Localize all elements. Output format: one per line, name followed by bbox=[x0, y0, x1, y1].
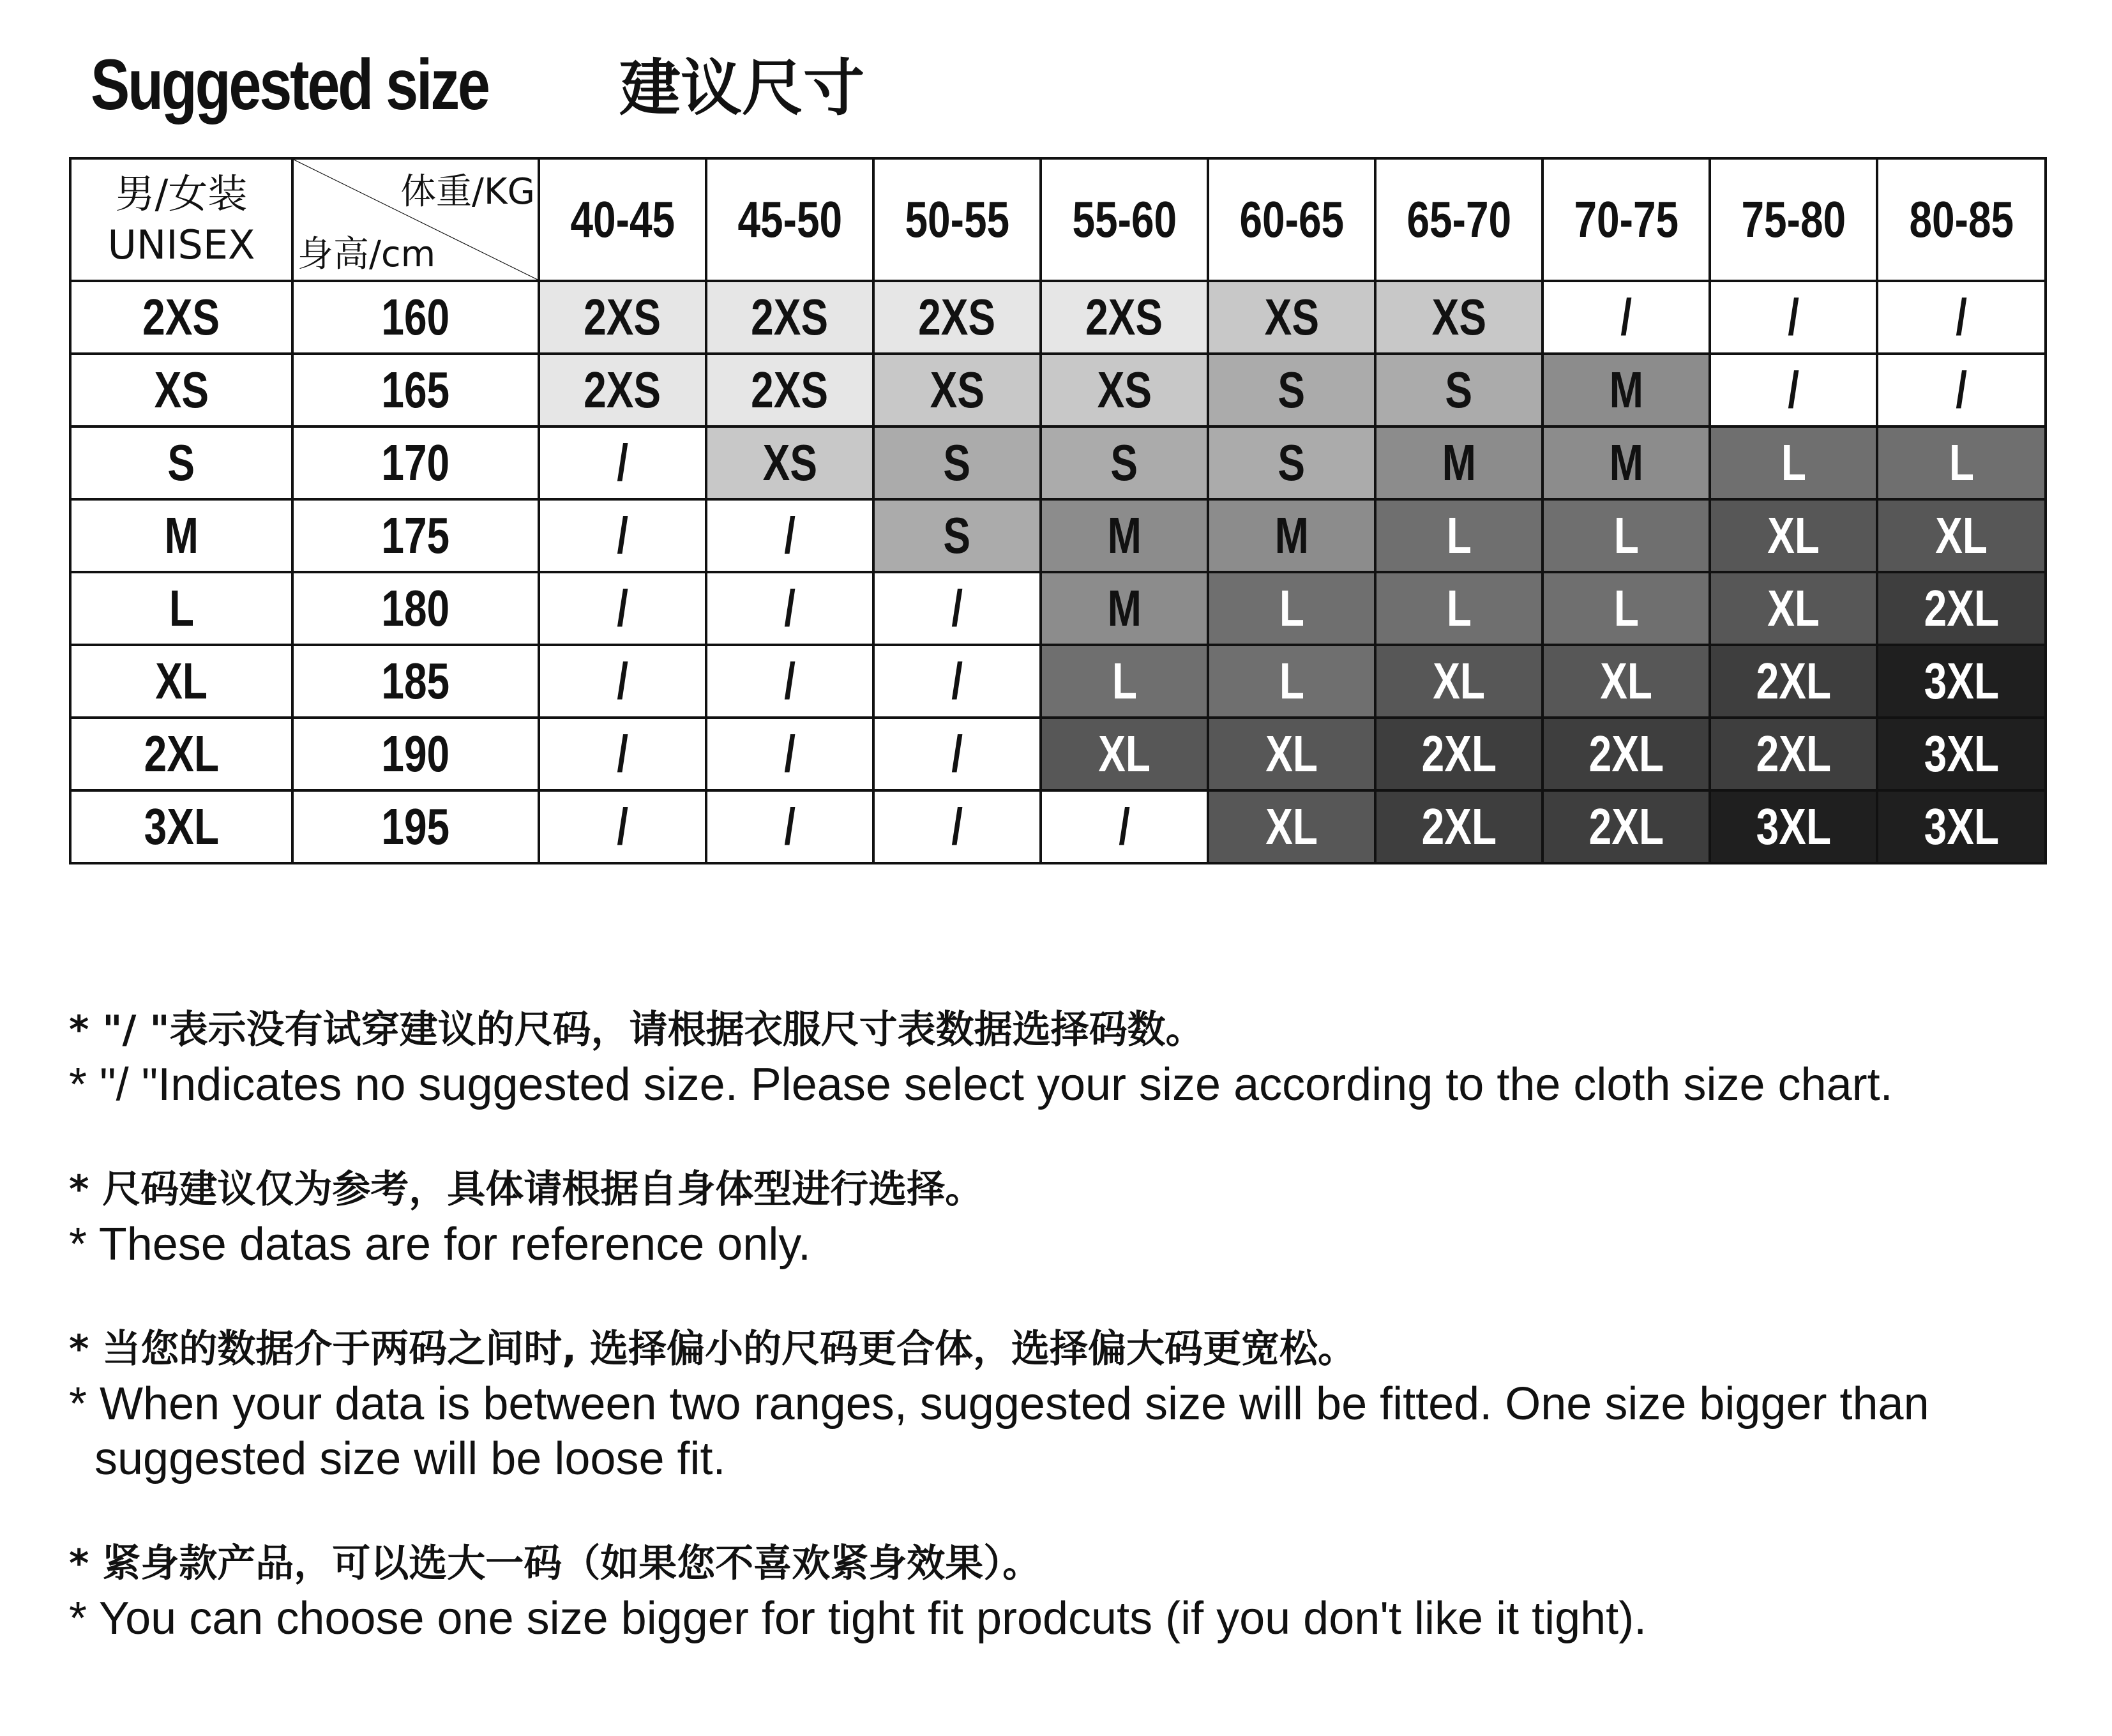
suggested-size-cell bbox=[539, 426, 706, 499]
weight-range-label: 50-55 bbox=[905, 191, 1009, 248]
suggested-size-cell bbox=[1041, 426, 1208, 499]
suggested-size-cell bbox=[1543, 572, 1710, 645]
corner-cell bbox=[70, 158, 292, 281]
suggested-size-value: 2XS bbox=[918, 289, 996, 345]
suggested-size-cell bbox=[1208, 645, 1375, 718]
suggested-size-cell bbox=[1041, 790, 1208, 863]
suggested-size-value: 2XL bbox=[1588, 798, 1664, 855]
suggested-size-cell bbox=[1041, 718, 1208, 790]
suggested-size-cell bbox=[1543, 426, 1710, 499]
row-size-label: 3XL bbox=[144, 798, 219, 855]
weight-range-label: 40-45 bbox=[570, 191, 675, 248]
suggested-size-cell bbox=[1710, 572, 1877, 645]
suggested-size-cell bbox=[1710, 354, 1877, 426]
row-height-cell bbox=[292, 572, 539, 645]
suggested-size-value: S bbox=[1110, 434, 1138, 491]
suggested-size-value: 3XL bbox=[1756, 798, 1831, 855]
suggested-size-cell bbox=[539, 572, 706, 645]
suggested-size-cell bbox=[1208, 572, 1375, 645]
table-row bbox=[70, 499, 2046, 572]
note-tight-fit bbox=[69, 1536, 2061, 1646]
suggested-size-value: L bbox=[1279, 580, 1304, 637]
suggested-size-cell bbox=[706, 790, 873, 863]
note-text-en: * When your data is between two ranges, suggested size will be fitted. One size bigger than bbox=[69, 1378, 1929, 1430]
suggested-size-cell bbox=[539, 499, 706, 572]
suggested-size-value: 2XL bbox=[1421, 798, 1497, 855]
suggested-size-value: 3XL bbox=[1924, 798, 1999, 855]
suggested-size-value: 2XL bbox=[1756, 725, 1831, 782]
corner-label-en: UNISEX bbox=[107, 222, 255, 268]
suggested-size-cell bbox=[1375, 426, 1543, 499]
note-text-zh: * 当您的数据介于两码之间时, 选择偏小的尺码更合体，选择偏大码更宽松。 bbox=[69, 1327, 1356, 1371]
suggested-size-cell bbox=[1877, 426, 2046, 499]
suggested-size-value: XL bbox=[1767, 580, 1820, 637]
suggested-size-value: M bbox=[1107, 580, 1142, 637]
row-height-label: 185 bbox=[381, 653, 450, 709]
suggested-size-value: / bbox=[1956, 361, 1967, 418]
weight-range-label: 80-85 bbox=[1909, 191, 2014, 248]
suggested-size-value: / bbox=[617, 653, 628, 709]
suggested-size-value: S bbox=[1445, 361, 1473, 418]
note-text-en-continued: suggested size will be loose fit. bbox=[94, 1433, 726, 1484]
row-size-label: L bbox=[169, 580, 194, 637]
note-no-suggestion bbox=[69, 1002, 2061, 1112]
suggested-size-value: 2XL bbox=[1924, 580, 1999, 637]
row-size-label: M bbox=[164, 507, 199, 564]
suggested-size-cell bbox=[873, 718, 1041, 790]
suggested-size-cell bbox=[706, 426, 873, 499]
title-chinese: 建议尺寸 bbox=[619, 52, 864, 124]
row-height-cell bbox=[292, 645, 539, 718]
weight-range-label: 45-50 bbox=[737, 191, 842, 248]
suggested-size-value: M bbox=[1609, 361, 1643, 418]
suggested-size-value: L bbox=[1613, 580, 1639, 637]
weight-header-cell bbox=[539, 158, 706, 281]
suggested-size-value: L bbox=[1949, 434, 1974, 491]
suggested-size-cell bbox=[1208, 354, 1375, 426]
row-size-cell bbox=[70, 645, 292, 718]
note-text-zh: * 紧身款产品，可以选大一码（如果您不喜欢紧身效果）。 bbox=[69, 1541, 1041, 1586]
table-row bbox=[70, 790, 2046, 863]
suggested-size-value: / bbox=[784, 507, 796, 564]
suggested-size-value: L bbox=[1446, 580, 1472, 637]
suggested-size-cell bbox=[1877, 718, 2046, 790]
suggested-size-value: XL bbox=[1767, 507, 1820, 564]
suggested-size-cell bbox=[1543, 499, 1710, 572]
row-height-label: 160 bbox=[381, 289, 450, 345]
suggested-size-value: / bbox=[951, 798, 963, 855]
suggested-size-cell bbox=[1375, 354, 1543, 426]
note-reference-only bbox=[69, 1162, 2061, 1272]
suggested-size-cell bbox=[1710, 426, 1877, 499]
suggested-size-value: XL bbox=[1265, 725, 1318, 782]
suggested-size-cell bbox=[1208, 281, 1375, 354]
suggested-size-cell bbox=[1543, 281, 1710, 354]
suggested-size-value: L bbox=[1781, 434, 1806, 491]
weight-header-cell bbox=[1543, 158, 1710, 281]
suggested-size-cell bbox=[1710, 718, 1877, 790]
suggested-size-value: XL bbox=[1265, 798, 1318, 855]
suggested-size-value: / bbox=[1620, 289, 1632, 345]
suggested-size-cell bbox=[1375, 499, 1543, 572]
suggested-size-cell bbox=[1208, 718, 1375, 790]
suggested-size-cell bbox=[1710, 645, 1877, 718]
suggested-size-value: / bbox=[617, 507, 628, 564]
suggested-size-cell bbox=[1375, 281, 1543, 354]
suggested-size-value: S bbox=[943, 434, 971, 491]
suggested-size-cell bbox=[1041, 499, 1208, 572]
suggested-size-value: / bbox=[1119, 798, 1130, 855]
weight-header-cell bbox=[1041, 158, 1208, 281]
suggested-size-value: XS bbox=[1264, 289, 1319, 345]
suggested-size-value: 2XL bbox=[1421, 725, 1497, 782]
suggested-size-cell bbox=[873, 281, 1041, 354]
suggested-size-cell bbox=[706, 499, 873, 572]
table-row bbox=[70, 426, 2046, 499]
suggested-size-value: 2XS bbox=[584, 289, 661, 345]
row-size-cell bbox=[70, 281, 292, 354]
suggested-size-value: L bbox=[1279, 653, 1304, 709]
suggested-size-cell bbox=[1041, 645, 1208, 718]
suggested-size-cell bbox=[1877, 645, 2046, 718]
suggested-size-value: M bbox=[1609, 434, 1643, 491]
suggested-size-value: / bbox=[617, 434, 628, 491]
suggested-size-cell bbox=[873, 354, 1041, 426]
suggested-size-value: / bbox=[951, 725, 963, 782]
table-row bbox=[70, 281, 2046, 354]
suggested-size-value: 2XS bbox=[584, 361, 661, 418]
height-axis-label: 身高/cm bbox=[298, 234, 436, 275]
suggested-size-value: XS bbox=[1097, 361, 1152, 418]
suggested-size-cell bbox=[1041, 354, 1208, 426]
size-chart-table bbox=[69, 157, 2047, 864]
suggested-size-cell bbox=[1877, 790, 2046, 863]
suggested-size-value: L bbox=[1112, 653, 1137, 709]
weight-header-cell bbox=[1877, 158, 2046, 281]
row-height-label: 175 bbox=[381, 507, 450, 564]
header-row bbox=[70, 158, 2046, 281]
diagonal-header-cell bbox=[292, 158, 539, 281]
suggested-size-value: 2XS bbox=[751, 361, 829, 418]
suggested-size-value: / bbox=[784, 725, 796, 782]
weight-axis-label: 体重/KG bbox=[400, 171, 535, 213]
weight-header-cell bbox=[873, 158, 1041, 281]
suggested-size-value: M bbox=[1274, 507, 1309, 564]
suggested-size-cell bbox=[1877, 572, 2046, 645]
suggested-size-cell bbox=[1543, 790, 1710, 863]
row-height-label: 190 bbox=[381, 725, 450, 782]
row-size-label: 2XL bbox=[144, 725, 219, 782]
suggested-size-cell bbox=[1208, 790, 1375, 863]
suggested-size-cell bbox=[706, 281, 873, 354]
suggested-size-cell bbox=[1041, 281, 1208, 354]
suggested-size-cell bbox=[1375, 718, 1543, 790]
suggested-size-cell bbox=[539, 790, 706, 863]
suggested-size-cell bbox=[1543, 354, 1710, 426]
row-size-cell bbox=[70, 790, 292, 863]
suggested-size-value: M bbox=[1107, 507, 1142, 564]
table-row bbox=[70, 572, 2046, 645]
row-size-cell bbox=[70, 718, 292, 790]
row-size-label: 2XS bbox=[142, 289, 220, 345]
suggested-size-cell bbox=[1543, 718, 1710, 790]
suggested-size-cell bbox=[539, 645, 706, 718]
note-between-ranges bbox=[69, 1322, 2061, 1486]
note-text-en: * You can choose one size bigger for tight fit prodcuts (if you don't like it tight). bbox=[69, 1593, 1647, 1644]
suggested-size-value: / bbox=[617, 798, 628, 855]
suggested-size-value: / bbox=[951, 653, 963, 709]
suggested-size-value: / bbox=[784, 653, 796, 709]
row-size-cell bbox=[70, 499, 292, 572]
suggested-size-cell bbox=[873, 790, 1041, 863]
weight-range-label: 75-80 bbox=[1741, 191, 1846, 248]
suggested-size-cell bbox=[706, 354, 873, 426]
suggested-size-value: 2XL bbox=[1756, 653, 1831, 709]
suggested-size-value: 3XL bbox=[1924, 653, 1999, 709]
suggested-size-value: XS bbox=[930, 361, 984, 418]
weight-range-label: 70-75 bbox=[1574, 191, 1678, 248]
suggested-size-value: L bbox=[1613, 507, 1639, 564]
row-height-cell bbox=[292, 718, 539, 790]
row-height-cell bbox=[292, 354, 539, 426]
suggested-size-value: S bbox=[1278, 434, 1306, 491]
suggested-size-value: 2XS bbox=[1085, 289, 1163, 345]
weight-range-label: 55-60 bbox=[1072, 191, 1177, 248]
suggested-size-cell bbox=[539, 281, 706, 354]
row-size-label: XS bbox=[154, 361, 209, 418]
row-height-label: 180 bbox=[381, 580, 450, 637]
suggested-size-cell bbox=[873, 645, 1041, 718]
suggested-size-value: / bbox=[617, 725, 628, 782]
table-row bbox=[70, 645, 2046, 718]
suggested-size-cell bbox=[1375, 572, 1543, 645]
suggested-size-cell bbox=[873, 499, 1041, 572]
suggested-size-value: XL bbox=[1433, 653, 1485, 709]
suggested-size-value: XL bbox=[1098, 725, 1150, 782]
suggested-size-value: L bbox=[1446, 507, 1472, 564]
page-title bbox=[91, 40, 864, 123]
suggested-size-cell bbox=[706, 718, 873, 790]
suggested-size-value: / bbox=[1956, 289, 1967, 345]
suggested-size-value: / bbox=[1788, 361, 1799, 418]
suggested-size-value: XL bbox=[1600, 653, 1652, 709]
row-size-label: S bbox=[167, 434, 195, 491]
corner-label-zh: 男/女装 bbox=[115, 170, 248, 217]
suggested-size-value: S bbox=[1278, 361, 1306, 418]
row-height-cell bbox=[292, 426, 539, 499]
suggested-size-cell bbox=[1710, 499, 1877, 572]
table-row bbox=[70, 718, 2046, 790]
row-height-cell bbox=[292, 499, 539, 572]
weight-header-cell bbox=[1208, 158, 1375, 281]
row-height-label: 195 bbox=[381, 798, 450, 855]
suggested-size-cell bbox=[1208, 499, 1375, 572]
suggested-size-cell bbox=[873, 572, 1041, 645]
note-text-en: * These datas are for reference only. bbox=[69, 1219, 811, 1270]
row-height-cell bbox=[292, 790, 539, 863]
row-size-cell bbox=[70, 354, 292, 426]
suggested-size-cell bbox=[706, 572, 873, 645]
weight-header-cell bbox=[1710, 158, 1877, 281]
suggested-size-cell bbox=[1375, 645, 1543, 718]
notes-section bbox=[69, 1002, 2061, 1696]
weight-header-cell bbox=[706, 158, 873, 281]
suggested-size-cell bbox=[1208, 426, 1375, 499]
suggested-size-value: / bbox=[1788, 289, 1799, 345]
suggested-size-value: / bbox=[784, 580, 796, 637]
suggested-size-cell bbox=[1877, 354, 2046, 426]
suggested-size-cell bbox=[1375, 790, 1543, 863]
note-text-zh: * "/ "表示没有试穿建议的尺码，请根据衣服尺寸表数据选择码数。 bbox=[69, 1008, 1204, 1052]
suggested-size-value: / bbox=[951, 580, 963, 637]
suggested-size-cell bbox=[1041, 572, 1208, 645]
row-height-label: 170 bbox=[381, 434, 450, 491]
title-english: Suggested size bbox=[91, 45, 488, 125]
suggested-size-value: 3XL bbox=[1924, 725, 1999, 782]
suggested-size-value: XL bbox=[1935, 507, 1988, 564]
weight-header-cell bbox=[1375, 158, 1543, 281]
suggested-size-cell bbox=[1710, 281, 1877, 354]
suggested-size-value: XS bbox=[1431, 289, 1486, 345]
note-text-en: * "/ "Indicates no suggested size. Please select your size according to the cloth size chart. bbox=[69, 1059, 1893, 1110]
suggested-size-cell bbox=[873, 426, 1041, 499]
suggested-size-cell bbox=[706, 645, 873, 718]
suggested-size-cell bbox=[1710, 790, 1877, 863]
suggested-size-value: 2XL bbox=[1588, 725, 1664, 782]
row-size-label: XL bbox=[155, 653, 207, 709]
note-text-zh: * 尺码建议仅为参考，具体请根据自身体型进行选择。 bbox=[69, 1167, 984, 1212]
suggested-size-cell bbox=[1877, 281, 2046, 354]
row-size-cell bbox=[70, 426, 292, 499]
row-height-cell bbox=[292, 281, 539, 354]
suggested-size-value: / bbox=[784, 798, 796, 855]
row-size-cell bbox=[70, 572, 292, 645]
suggested-size-value: 2XS bbox=[751, 289, 829, 345]
suggested-size-cell bbox=[1543, 645, 1710, 718]
suggested-size-value: / bbox=[617, 580, 628, 637]
row-height-label: 165 bbox=[381, 361, 450, 418]
table-row bbox=[70, 354, 2046, 426]
suggested-size-cell bbox=[539, 354, 706, 426]
suggested-size-cell bbox=[539, 718, 706, 790]
suggested-size-value: M bbox=[1442, 434, 1476, 491]
suggested-size-cell bbox=[1877, 499, 2046, 572]
suggested-size-value: S bbox=[943, 507, 971, 564]
suggested-size-value: XS bbox=[762, 434, 817, 491]
weight-range-label: 65-70 bbox=[1407, 191, 1511, 248]
weight-range-label: 60-65 bbox=[1239, 191, 1344, 248]
